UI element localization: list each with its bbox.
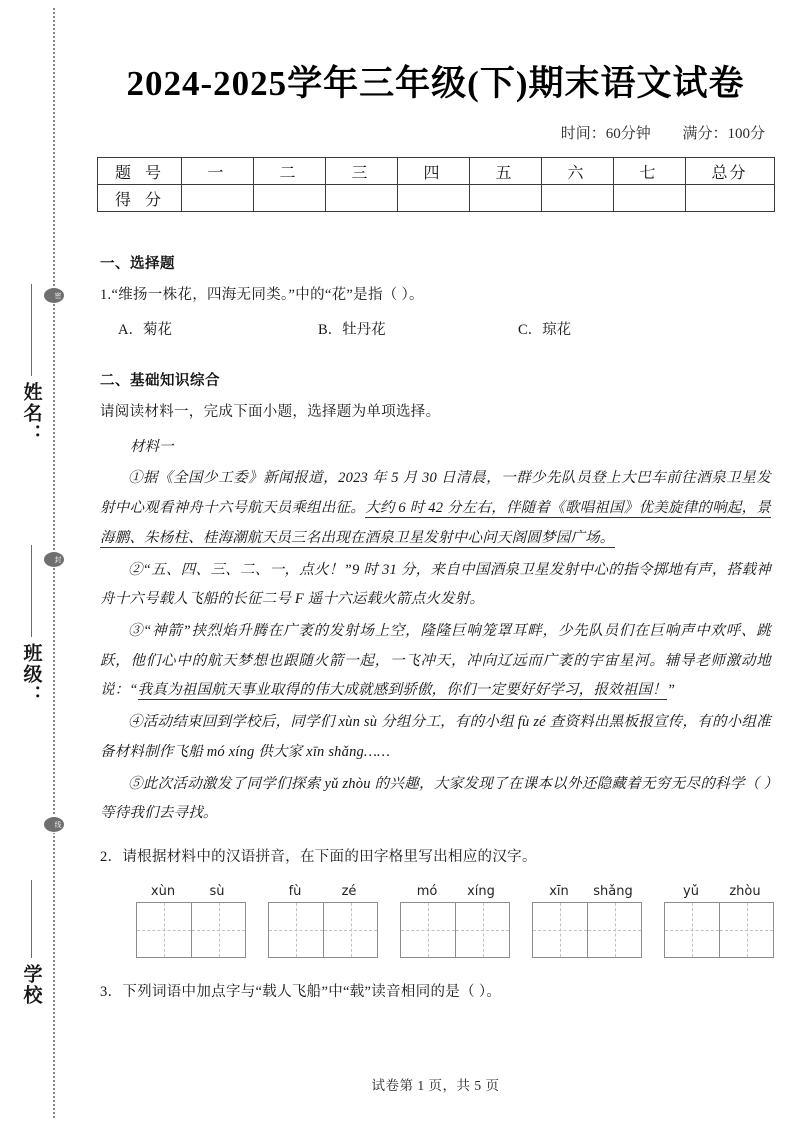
tianzige-group-3-pinyin [400, 884, 510, 899]
tianzige-group-2-cells [268, 902, 378, 958]
pinyin-label: mó [416, 884, 438, 900]
question-1-text: 1.“维扬一株花，四海无同类。”中的“花”是指（ ）。 [100, 287, 424, 303]
pinyin-label: xùn [150, 884, 176, 900]
pinyin-label: xīn [549, 884, 569, 900]
score-table-col-3: 三 [325, 158, 397, 185]
seal-marker-label: 密 [53, 292, 61, 299]
score-table-row-label-score: 得 分 [97, 185, 181, 212]
tianzige-cell[interactable] [401, 903, 455, 957]
tianzige-cell[interactable] [587, 903, 641, 957]
exam-meta-line [78, 122, 793, 143]
score-table-col-total: 总分 [685, 158, 774, 185]
score-table-col-5: 五 [469, 158, 541, 185]
pinyin-label: yǔ [683, 884, 699, 900]
section-basic-knowledge [100, 369, 771, 1005]
score-table-wrapper [97, 157, 775, 212]
pinyin-label: fù [288, 884, 302, 900]
name-write-rule[interactable] [31, 284, 32, 376]
score-cell-total[interactable] [685, 185, 774, 212]
exam-duration: 时间：60分钟 [560, 126, 651, 142]
score-cell-5[interactable] [469, 185, 541, 212]
tianzige-group-2-pinyin [268, 884, 378, 899]
score-cell-4[interactable] [397, 185, 469, 212]
tianzige-group-4-pinyin [532, 884, 642, 899]
tianzige-cell[interactable] [455, 903, 509, 957]
seal-marker-xian [44, 817, 64, 832]
question-3-text: 3．下列词语中加点字与“载人飞船”中“载”读音相同的是（ ）。 [100, 984, 502, 1001]
exam-content [100, 252, 771, 1006]
material-paragraph-2 [100, 556, 771, 615]
tianzige-cell[interactable] [719, 903, 773, 957]
score-cell-7[interactable] [613, 185, 685, 212]
seal-marker-label: 线 [53, 821, 61, 828]
score-table-col-4: 四 [397, 158, 469, 185]
tianzige-cell[interactable] [137, 903, 191, 957]
paragraph-3-plain-after: ” [666, 682, 676, 699]
seal-field-school[interactable] [14, 880, 48, 1006]
question-1-option-c[interactable]: C．琼花 [518, 322, 572, 339]
tianzige-group-1-cells [136, 902, 246, 958]
tianzige-group-1 [136, 884, 246, 958]
table-row-question-numbers [97, 158, 774, 185]
seal-line-sidebar [0, 0, 78, 1122]
paragraph-4-plain-before: ④活动结束回到学校后，同学们 xùn sù 分组分工，有的小组 fù zé 查资料出黑板报宣传，有的小组准备材料制作飞船 mó xíng 供大家 xīn shǎng…… [100, 714, 771, 760]
seal-field-label-school: 学校 [20, 964, 42, 1006]
score-table [97, 157, 775, 212]
score-table-col-6: 六 [541, 158, 613, 185]
tianzige-cell[interactable] [191, 903, 245, 957]
material-paragraph-5 [100, 770, 771, 829]
page-footer: 试卷第 1 页，共 5 页 [371, 1078, 500, 1093]
tianzige-group-3 [400, 884, 510, 958]
score-cell-3[interactable] [325, 185, 397, 212]
tianzige-cell[interactable] [533, 903, 587, 957]
score-table-col-2: 二 [253, 158, 325, 185]
tianzige-group-5 [664, 884, 774, 958]
tianzige-group-5-pinyin [664, 884, 774, 899]
paragraph-5-plain-before: ⑤此次活动激发了同学们探索 yǔ zhòu 的兴趣，大家发现了在课本以外还隐藏着无穷无尽的科学（ ）等待我们去寻找。 [100, 775, 771, 822]
exam-total-score: 满分：100分 [682, 126, 765, 142]
exam-page-body [78, 0, 793, 1122]
pinyin-label: xíng [467, 884, 495, 900]
pinyin-label: sù [209, 884, 225, 900]
paragraph-3-underlined: 我真为祖国航天事业取得的伟大成就感到骄傲，你们一定要好好学习，报效祖国！ [137, 682, 667, 699]
material-paragraph-3 [100, 617, 771, 706]
score-cell-6[interactable] [541, 185, 613, 212]
school-write-rule[interactable] [31, 880, 32, 958]
question-1-options [118, 318, 771, 339]
question-2-text: 2．请根据材料中的汉语拼音，在下面的田字格里写出相应的汉字。 [100, 849, 537, 865]
score-cell-2[interactable] [253, 185, 325, 212]
pinyin-label: zhòu [729, 884, 761, 900]
seal-marker-label: 封 [53, 556, 61, 563]
material-paragraph-4 [100, 708, 771, 767]
material-title: 材料一 [130, 439, 174, 456]
paragraph-2-plain-before: ②“五、四、三、二、一，点火！”9 时 31 分，来自中国酒泉卫星发射中心的指令掷地有声，搭载神舟十六号载人飞船的长征二号 F 遥十六运载火箭点火发射。 [100, 561, 771, 608]
score-table-col-1: 一 [181, 158, 253, 185]
paragraph-3-plain-before: ③“神箭”挟烈焰升腾在广袤的发射场上空，隆隆巨响笼罩耳畔，少先队员们在巨响声中欢呼、跳跃，他们心中的航天梦想也跟随火箭一起，一飞冲天，冲向辽远而广袤的宇宙星河。辅导老师激动地说：“ [100, 622, 771, 699]
pinyin-label: shǎng [593, 884, 633, 900]
tianzige-cell[interactable] [665, 903, 719, 957]
tianzige-group-4-cells [532, 902, 642, 958]
seal-field-class[interactable] [14, 545, 48, 706]
class-write-rule[interactable] [31, 545, 32, 637]
tianzige-group-2 [268, 884, 378, 958]
tianzige-group-3-cells [400, 902, 510, 958]
score-table-row-label-question: 题 号 [97, 158, 181, 185]
section-2-intro: 请阅读材料一，完成下面小题，选择题为单项选择。 [100, 404, 441, 421]
seal-field-label-name: 姓名： [20, 382, 42, 445]
tianzige-group-1-pinyin [136, 884, 246, 899]
section-spacer [100, 339, 771, 369]
page-title: 2024-2025学年三年级(下)期末语文试卷 [126, 64, 745, 103]
paragraph-1-plain-before: ①据《全国少工委》新闻报道，2023 年 5 月 30 日清晨，一群少先队员登上大巴车前往酒泉卫星发射中心观看神舟十六号航天员乘组出征。 [100, 470, 771, 517]
section-choice-questions [100, 252, 771, 339]
tianzige-cell[interactable] [323, 903, 377, 957]
seal-field-name[interactable] [14, 284, 48, 445]
tianzige-group-5-cells [664, 902, 774, 958]
pinyin-label: zé [341, 884, 357, 900]
score-table-col-7: 七 [613, 158, 685, 185]
material-paragraph-1 [100, 464, 771, 553]
tianzige-grid-row [136, 884, 771, 958]
section-heading-2: 二、基础知识综合 [100, 373, 220, 390]
seal-field-label-class: 班级： [20, 643, 42, 706]
tianzige-group-4 [532, 884, 642, 958]
paragraph-1-underlined: 大约 6 时 42 分左右，伴随着《歌唱祖国》优美旋律的响起，景海鹏、朱杨柱、桂海潮航天员三名出现在酒泉卫星发射中心问天阁圆梦园广场。 [100, 500, 771, 546]
tianzige-cell[interactable] [269, 903, 323, 957]
score-cell-1[interactable] [181, 185, 253, 212]
table-row-scores [97, 185, 774, 212]
section-heading-1: 一、选择题 [100, 256, 175, 272]
question-1-option-b[interactable]: B．牡丹花 [318, 322, 386, 339]
question-1-option-a[interactable]: A．菊花 [118, 322, 172, 339]
